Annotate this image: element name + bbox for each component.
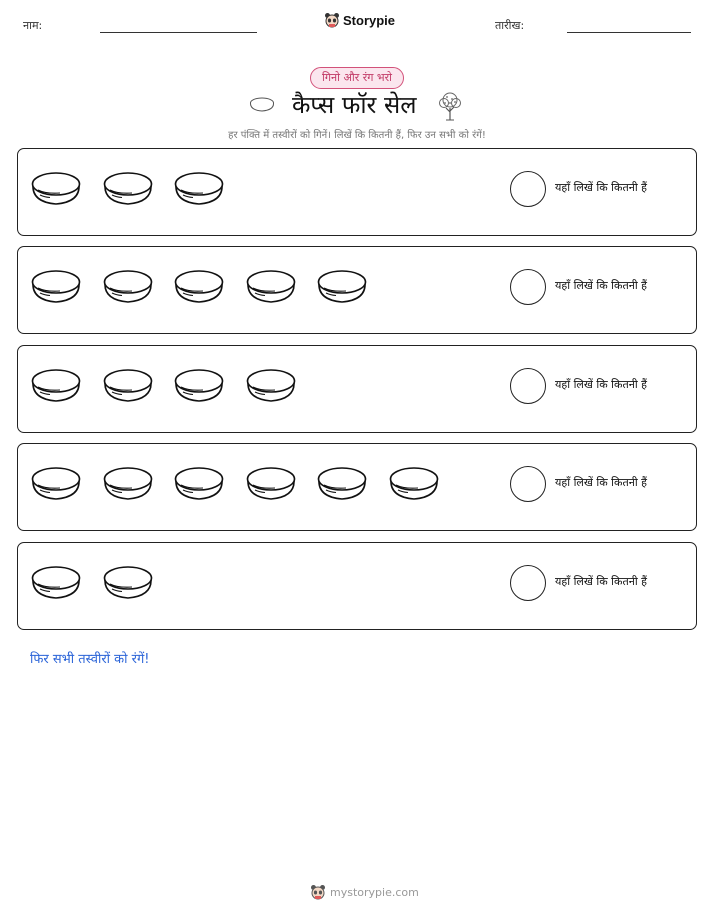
bottle-cap-icon[interactable] <box>30 464 82 504</box>
panda-icon <box>324 12 340 28</box>
bottle-cap-icon[interactable] <box>245 464 297 504</box>
color-instruction: फिर सभी तस्वीरों को रंगें! <box>30 652 150 667</box>
bottle-cap-icon[interactable] <box>173 366 225 406</box>
bottle-cap-icon[interactable] <box>30 169 82 209</box>
tree-icon <box>434 90 466 122</box>
bottle-cap-icon[interactable] <box>388 464 440 504</box>
name-line[interactable] <box>100 32 257 33</box>
site-url: mystorypie.com <box>330 885 419 899</box>
answer-label: यहाँ लिखें कि कितनी हैं <box>555 181 648 194</box>
bottle-cap-icon[interactable] <box>102 464 154 504</box>
page-title: कैप्स फॉर सेल <box>292 91 417 119</box>
answer-label: यहाँ लिखें कि कितनी हैं <box>555 476 648 489</box>
count-row-4 <box>17 443 697 531</box>
bottle-cap-icon[interactable] <box>30 267 82 307</box>
answer-label: यहाँ लिखें कि कितनी हैं <box>555 575 648 588</box>
count-row-5 <box>17 542 697 630</box>
answer-circle[interactable] <box>510 171 546 207</box>
bottle-cap-icon[interactable] <box>30 366 82 406</box>
bottle-cap-icon <box>249 96 275 114</box>
date-label: तारीख: <box>495 19 525 32</box>
site-footer <box>310 884 419 900</box>
brand-logo <box>324 12 395 28</box>
instructions: हर पंक्ति में तस्वीरों को गिनें। लिखें कि कितनी हैं, फिर उन सभी को रंगें! <box>228 130 486 141</box>
bottle-cap-icon[interactable] <box>173 267 225 307</box>
panda-icon <box>310 884 326 900</box>
answer-label: यहाँ लिखें कि कितनी हैं <box>555 279 648 292</box>
activity-badge: गिनो और रंग भरो <box>310 67 404 89</box>
name-label: नाम: <box>23 19 43 32</box>
bottle-cap-icon[interactable] <box>102 169 154 209</box>
count-row-3 <box>17 345 697 433</box>
answer-circle[interactable] <box>510 466 546 502</box>
bottle-cap-icon[interactable] <box>245 267 297 307</box>
bottle-cap-icon[interactable] <box>173 169 225 209</box>
brand-name: Storypie <box>343 12 396 28</box>
bottle-cap-icon[interactable] <box>102 267 154 307</box>
date-line[interactable] <box>567 32 691 33</box>
bottle-cap-icon[interactable] <box>173 464 225 504</box>
bottle-cap-icon[interactable] <box>316 267 368 307</box>
answer-circle[interactable] <box>510 565 546 601</box>
bottle-cap-icon[interactable] <box>102 563 154 603</box>
answer-label: यहाँ लिखें कि कितनी हैं <box>555 378 648 391</box>
answer-circle[interactable] <box>510 368 546 404</box>
answer-circle[interactable] <box>510 269 546 305</box>
bottle-cap-icon[interactable] <box>102 366 154 406</box>
bottle-cap-icon[interactable] <box>316 464 368 504</box>
bottle-cap-icon[interactable] <box>30 563 82 603</box>
count-row-1 <box>17 148 697 236</box>
bottle-cap-icon[interactable] <box>245 366 297 406</box>
count-row-2 <box>17 246 697 334</box>
